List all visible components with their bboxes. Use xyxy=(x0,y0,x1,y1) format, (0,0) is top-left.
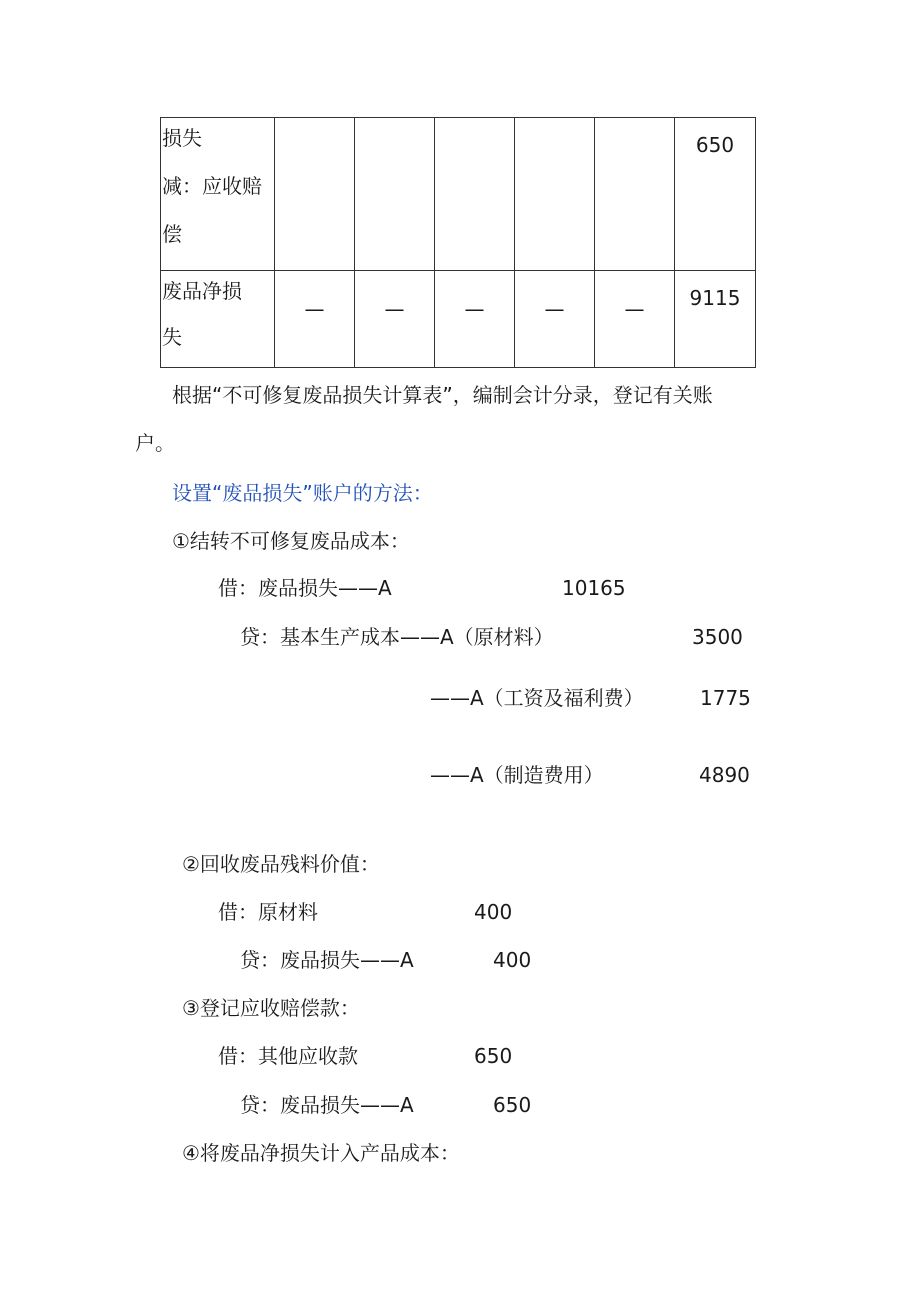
table-cell xyxy=(355,271,435,368)
debit-entry: 借：原材料 xyxy=(218,900,318,924)
credit-entry: ——A（制造费用） xyxy=(430,763,604,787)
dash-value: — xyxy=(464,297,485,321)
debit-entry: 借：其他应收款 xyxy=(218,1044,358,1068)
credit-amount: 3500 xyxy=(692,625,743,649)
table-cell xyxy=(595,271,675,368)
credit-entry: 贷：废品损失——A xyxy=(240,1093,414,1117)
dash-value: — xyxy=(544,297,565,321)
credit-entry: 贷：废品损失——A xyxy=(240,948,414,972)
loss-calculation-table xyxy=(160,117,756,368)
credit-amount: 4890 xyxy=(699,763,750,787)
step-title: ②回收废品残料价值： xyxy=(182,852,380,876)
dash-value: — xyxy=(304,297,325,321)
table-cell-total xyxy=(675,118,756,271)
row-label xyxy=(161,118,275,271)
step-title: ①结转不可修复废品成本： xyxy=(172,529,410,553)
table-cell xyxy=(515,118,595,271)
row-label-line: 失 xyxy=(162,325,182,349)
credit-amount: 1775 xyxy=(700,686,751,710)
step-title: ④将废品净损失计入产品成本： xyxy=(182,1141,460,1165)
table-cell-total xyxy=(675,271,756,368)
total-value: 9115 xyxy=(689,286,741,310)
table-row xyxy=(161,271,756,368)
dash-value: — xyxy=(624,297,645,321)
debit-entry: 借：废品损失——A xyxy=(218,576,392,600)
debit-amount: 650 xyxy=(474,1044,513,1068)
debit-amount: 400 xyxy=(474,900,513,924)
paragraph-line: 户。 xyxy=(135,431,175,455)
row-label-line: 减：应收赔 xyxy=(162,174,262,198)
table-cell xyxy=(515,271,595,368)
debit-amount: 10165 xyxy=(562,576,626,600)
credit-entry: ——A（工资及福利费） xyxy=(430,686,644,710)
table-cell xyxy=(435,271,515,368)
section-title: 设置“废品损失”账户的方法： xyxy=(172,481,433,505)
dash-value: — xyxy=(384,297,405,321)
table-cell xyxy=(435,118,515,271)
row-label xyxy=(161,271,275,368)
credit-amount: 650 xyxy=(493,1093,532,1117)
row-label-line: 偿 xyxy=(162,222,182,246)
table-cell xyxy=(595,118,675,271)
row-label-line: 损失 xyxy=(162,126,202,150)
row-label-line: 废品净损 xyxy=(162,279,242,303)
step-title: ③登记应收赔偿款： xyxy=(182,996,360,1020)
credit-amount: 400 xyxy=(493,948,532,972)
paragraph-line: 根据“不可修复废品损失计算表”，编制会计分录，登记有关账 xyxy=(172,383,713,407)
total-value: 650 xyxy=(695,133,735,157)
table-cell xyxy=(275,271,355,368)
table-cell xyxy=(275,118,355,271)
table-row xyxy=(161,118,756,271)
credit-entry: 贷：基本生产成本——A（原材料） xyxy=(240,625,554,649)
table-cell xyxy=(355,118,435,271)
